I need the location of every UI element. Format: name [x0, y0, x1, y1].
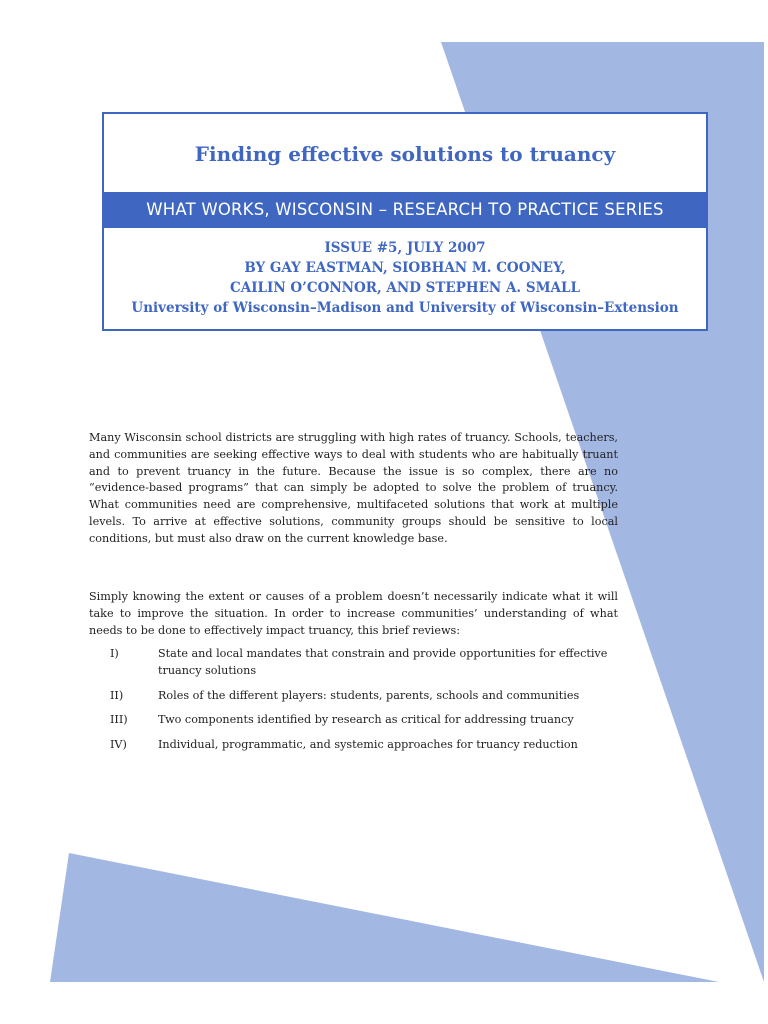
document-meta	[104, 238, 706, 318]
list-item-text: Roles of the different players: students, parents, schools and communities	[158, 688, 580, 702]
issue-line: ISSUE #5, JULY 2007	[324, 240, 486, 256]
document-title: Finding effective solutions to truancy	[194, 142, 616, 166]
list-item-text: Two components identified by research as critical for addressing truancy	[158, 713, 574, 727]
reviews-list	[110, 646, 620, 762]
list-item	[110, 712, 620, 729]
list-item-number: III)	[110, 713, 128, 727]
list-item-text: Individual, programmatic, and systemic approaches for truancy reduction	[158, 738, 578, 752]
list-item	[110, 646, 620, 680]
list-item-number: IV)	[110, 738, 127, 752]
bottom-left-blue-shape	[50, 853, 719, 982]
authors-line-1: BY GAY EASTMAN, SIOBHAN M. COONEY,	[244, 260, 566, 276]
intro-paragraph: Many Wisconsin school districts are struggling with high rates of truancy. Schools, teachers, and communities are seeking effective ways to deal with students who are habitually truant and to prevent truancy in the future. Because the issue is so complex, there are no “evidence-based programs” that can simply be adopted to solve the problem of truancy. What communities need are comprehensive, multifaceted solutions that work at multiple levels. To arrive at effective solutions, community groups should be sensitive to local conditions, but must also draw on the current knowledge base.	[89, 431, 618, 545]
list-item-text: State and local mandates that constrain and provide opportunities for effective truancy solutions	[158, 647, 608, 677]
list-item	[110, 737, 620, 754]
series-banner: WHAT WORKS, WISCONSIN – RESEARCH TO PRACTICE SERIES	[102, 192, 708, 228]
list-item	[110, 688, 620, 705]
authors-line-2: CAILIN O’CONNOR, AND STEPHEN A. SMALL	[230, 280, 580, 296]
institution-line: University of Wisconsin–Madison and University of Wisconsin–Extension	[131, 300, 679, 316]
header-box	[102, 112, 708, 331]
brief-reviews-paragraph: Simply knowing the extent or causes of a problem doesn’t necessarily indicate what it will take to improve the situation. In order to increase communities’ understanding of what needs to be done to effectively impact truancy, this brief reviews:	[89, 590, 618, 637]
list-item-number: I)	[110, 647, 119, 660]
list-item-number: II)	[110, 688, 124, 702]
